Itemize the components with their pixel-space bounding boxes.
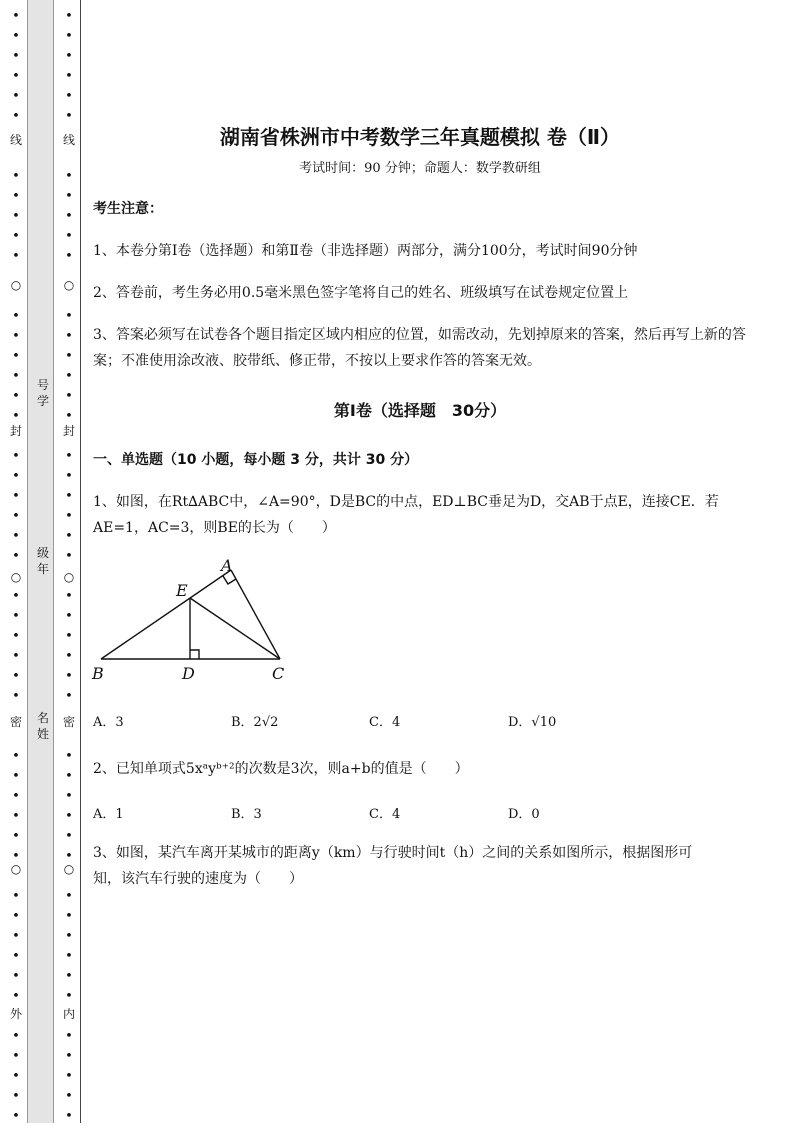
margin-dot: • xyxy=(65,189,73,204)
margin-dot: • xyxy=(12,749,20,764)
margin-dot: • xyxy=(12,1109,20,1124)
margin-cut-label: ○ xyxy=(63,570,75,584)
margin-dot: • xyxy=(65,489,73,504)
margin-dot: • xyxy=(12,989,20,1004)
margin-dot: • xyxy=(65,389,73,404)
margin-dot: • xyxy=(65,249,73,264)
margin-dot: • xyxy=(12,1049,20,1064)
margin-dot: • xyxy=(12,549,20,564)
segment-ac xyxy=(231,570,280,659)
margin-dot: • xyxy=(65,409,73,424)
field-name: 名 姓 xyxy=(36,711,49,741)
q1-stem-line2: AE=1，AC=3，则BE的长为（ ） xyxy=(93,520,336,536)
margin-dot: • xyxy=(12,229,20,244)
binding-margin-line xyxy=(80,0,81,1123)
margin-dot: • xyxy=(65,669,73,684)
q2-stem: 2、已知单项式5xᵃyᵇ⁺²的次数是3次，则a+b的值是（ ） xyxy=(93,761,469,777)
margin-dot: • xyxy=(65,829,73,844)
margin-dot: • xyxy=(65,749,73,764)
margin-dot: • xyxy=(12,1069,20,1084)
margin-dot: • xyxy=(12,969,20,984)
note-2: 2、答卷前，考生务必用0.5毫米黑色签字笔将自己的姓名、班级填写在试卷规定位置上 xyxy=(93,285,629,301)
margin-dot: • xyxy=(65,349,73,364)
right-angle-mark-a xyxy=(223,576,236,584)
margin-cut-label: 线 xyxy=(62,133,75,147)
margin-dot: • xyxy=(12,649,20,664)
margin-dot: • xyxy=(12,189,20,204)
margin-dot: • xyxy=(65,689,73,704)
note-3: 3、答案必须写在试卷各个题目指定区域内相应的位置，如需改动，先划掉原来的答案，然后再写上新的答案；不准使用涂改液、胶带纸、修正带，不按以上要求作答的答案无效。 xyxy=(93,327,746,369)
margin-cut-label: 封 xyxy=(9,424,22,438)
margin-dot: • xyxy=(12,109,20,124)
q3-stem-line1: 3、如图，某汽车离开某城市的距离y（km）与行驶时间t（h）之间的关系如图所示，根据图形可 xyxy=(93,845,693,861)
margin-dot: • xyxy=(12,89,20,104)
margin-dot: • xyxy=(65,229,73,244)
margin-cut-label: ○ xyxy=(10,278,22,292)
margin-cut-label: 密 xyxy=(9,715,22,729)
margin-dot: • xyxy=(12,829,20,844)
margin-dot: • xyxy=(12,69,20,84)
margin-dot: • xyxy=(65,969,73,984)
segment-ec xyxy=(190,598,280,659)
margin-dot: • xyxy=(65,1109,73,1124)
q1-triangle-figure xyxy=(88,555,298,685)
margin-dot: • xyxy=(65,469,73,484)
margin-cut-label: ○ xyxy=(10,862,22,876)
margin-dot: • xyxy=(65,1089,73,1104)
margin-cut-label: 外 xyxy=(9,1007,22,1021)
label-d: D xyxy=(182,664,195,683)
section-title: 第Ⅰ卷（选择题 30分） xyxy=(333,401,507,420)
margin-dot: • xyxy=(12,449,20,464)
label-c: C xyxy=(272,664,285,683)
margin-dot: • xyxy=(65,89,73,104)
margin-dot: • xyxy=(65,769,73,784)
margin-dot: • xyxy=(12,309,20,324)
margin-dot: • xyxy=(12,609,20,624)
q2-option-d[interactable]: D．0 xyxy=(508,807,540,822)
margin-dot: • xyxy=(12,349,20,364)
q3-stem-line2: 知，该汽车行驶的速度为（ ） xyxy=(93,871,303,887)
margin-dot: • xyxy=(12,769,20,784)
q2-option-b[interactable]: B．3 xyxy=(231,807,262,822)
margin-dot: • xyxy=(65,29,73,44)
margin-dot: • xyxy=(12,369,20,384)
margin-cut-label: 线 xyxy=(9,133,22,147)
margin-dot: • xyxy=(65,169,73,184)
margin-dot: • xyxy=(65,589,73,604)
margin-dot: • xyxy=(12,489,20,504)
margin-dot: • xyxy=(65,909,73,924)
margin-dot: • xyxy=(12,49,20,64)
margin-dot: • xyxy=(12,849,20,864)
margin-dot: • xyxy=(12,389,20,404)
q1-option-c[interactable]: C．4 xyxy=(369,715,401,730)
margin-cut-label: ○ xyxy=(63,862,75,876)
margin-cut-label: 密 xyxy=(62,715,75,729)
field-grade: 级 年 xyxy=(36,546,49,576)
margin-dot: • xyxy=(65,1069,73,1084)
margin-dot: • xyxy=(12,409,20,424)
margin-dot: • xyxy=(12,469,20,484)
margin-dot: • xyxy=(65,369,73,384)
margin-dot: • xyxy=(65,649,73,664)
margin-dot: • xyxy=(65,809,73,824)
margin-dot: • xyxy=(65,49,73,64)
margin-dot: • xyxy=(65,849,73,864)
margin-dot: • xyxy=(12,949,20,964)
q1-option-d[interactable]: D．√10 xyxy=(508,715,557,730)
margin-dot: • xyxy=(65,609,73,624)
notes-heading: 考生注意： xyxy=(93,201,163,217)
margin-dot: • xyxy=(65,449,73,464)
q2-option-a[interactable]: A．1 xyxy=(93,807,124,822)
margin-dot: • xyxy=(65,309,73,324)
q2-option-c[interactable]: C．4 xyxy=(369,807,401,822)
margin-dot: • xyxy=(12,589,20,604)
margin-cut-label: 封 xyxy=(62,424,75,438)
field-student-number: 号 学 xyxy=(36,378,49,408)
segment-ba xyxy=(101,570,231,659)
margin-dot: • xyxy=(65,109,73,124)
margin-dot: • xyxy=(12,169,20,184)
margin-dot: • xyxy=(12,9,20,24)
margin-dot: • xyxy=(12,249,20,264)
margin-dot: • xyxy=(65,1049,73,1064)
q1-option-b[interactable]: B．2√2 xyxy=(231,715,279,730)
margin-dot: • xyxy=(12,29,20,44)
q1-option-a[interactable]: A．3 xyxy=(93,715,124,730)
right-angle-mark-d xyxy=(190,650,199,659)
margin-dot: • xyxy=(12,669,20,684)
part-heading: 一、单选题（10 小题，每小题 3 分，共计 30 分） xyxy=(93,452,419,468)
margin-dot: • xyxy=(65,789,73,804)
margin-dot: • xyxy=(12,509,20,524)
label-b: B xyxy=(92,664,104,683)
margin-dot: • xyxy=(12,929,20,944)
margin-dot: • xyxy=(65,929,73,944)
page-title: 湖南省株洲市中考数学三年真题模拟 卷（Ⅱ） xyxy=(219,125,621,149)
margin-dot: • xyxy=(65,629,73,644)
margin-dot: • xyxy=(12,209,20,224)
margin-dot: • xyxy=(12,1089,20,1104)
margin-dot: • xyxy=(65,949,73,964)
margin-dot: • xyxy=(65,329,73,344)
margin-dot: • xyxy=(65,509,73,524)
margin-dot: • xyxy=(12,529,20,544)
margin-dot: • xyxy=(65,209,73,224)
margin-dot: • xyxy=(65,549,73,564)
margin-dot: • xyxy=(12,909,20,924)
q1-stem-line1: 1、如图，在Rt∆ABC中，∠A=90°，D是BC的中点，ED⊥BC垂足为D，交AB于点E，连接CE．若 xyxy=(93,494,719,510)
margin-dot: • xyxy=(65,9,73,24)
margin-dot: • xyxy=(12,329,20,344)
margin-dot: • xyxy=(65,1029,73,1044)
margin-cut-label: ○ xyxy=(10,570,22,584)
margin-dot: • xyxy=(12,809,20,824)
margin-dot: • xyxy=(65,889,73,904)
margin-dot: • xyxy=(65,69,73,84)
label-a: A xyxy=(221,556,233,575)
margin-dot: • xyxy=(65,529,73,544)
note-1: 1、本卷分第Ⅰ卷（选择题）和第Ⅱ卷（非选择题）两部分，满分100分，考试时间90分钟 xyxy=(93,243,638,259)
margin-dot: • xyxy=(12,789,20,804)
margin-dot: • xyxy=(12,629,20,644)
margin-cut-label: 内 xyxy=(62,1007,75,1021)
margin-dot: • xyxy=(65,989,73,1004)
exam-info: 考试时间：90 分钟；命题人：数学教研组 xyxy=(299,161,541,176)
margin-cut-label: ○ xyxy=(63,278,75,292)
margin-dot: • xyxy=(12,889,20,904)
margin-dot: • xyxy=(12,1029,20,1044)
margin-dot: • xyxy=(12,689,20,704)
label-e: E xyxy=(176,581,188,600)
